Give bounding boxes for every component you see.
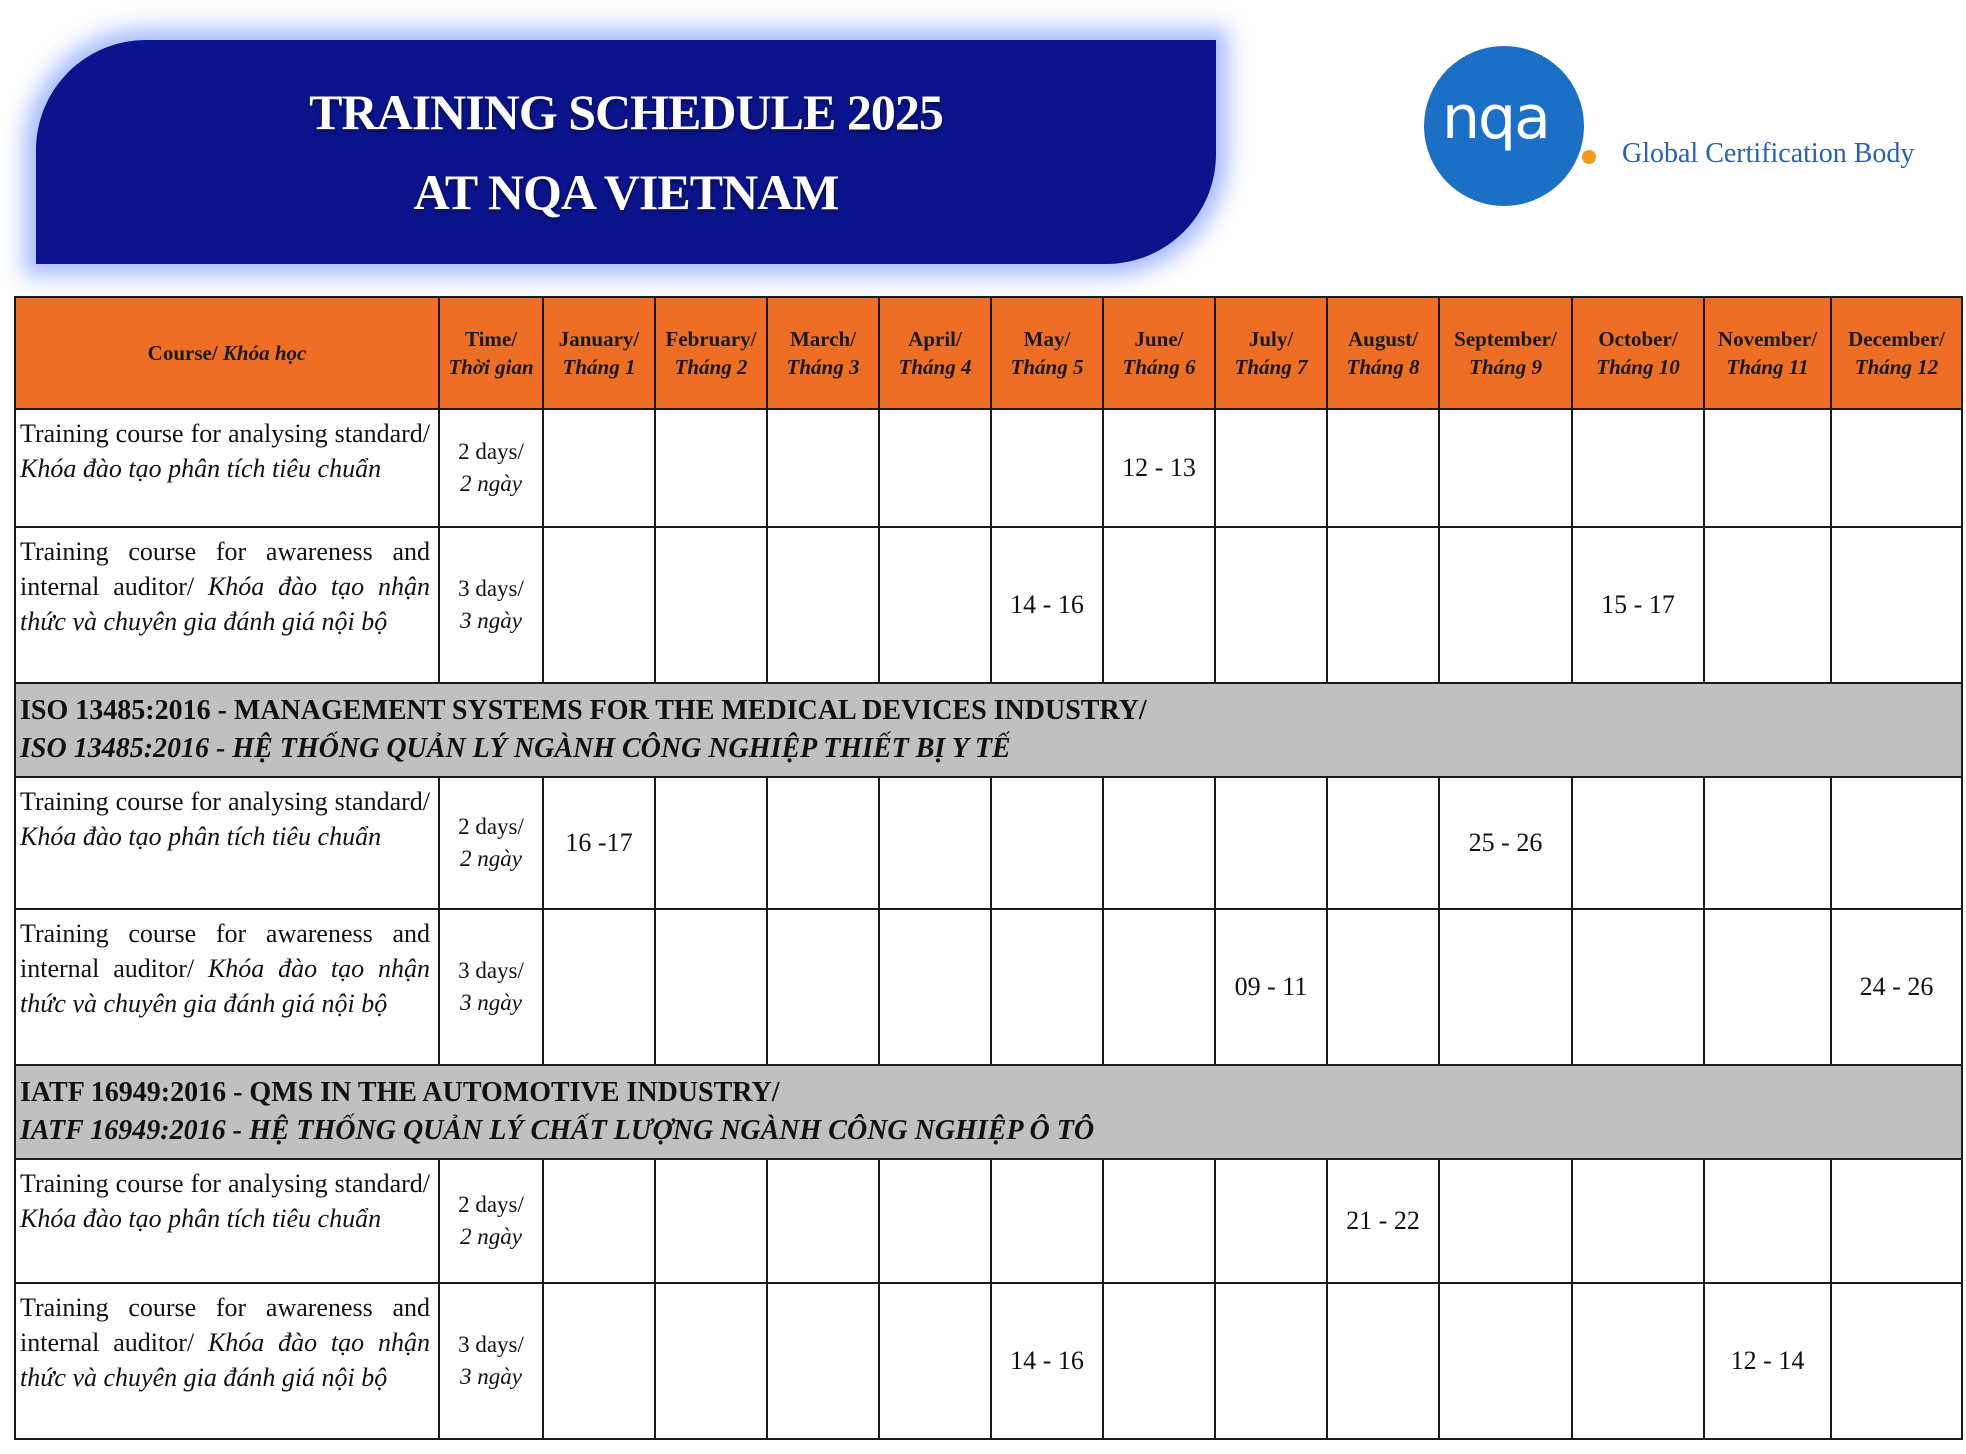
date-cell [543,1283,655,1439]
date-cell [1831,1159,1962,1283]
section-row-iatf-16949 [15,1065,1962,1159]
table-row [15,1159,1962,1283]
date-cell [879,1159,991,1283]
header-row [15,297,1962,409]
course-cell: Training course for analysing standard/ Khóa đào tạo phân tích tiêu chuẩn [15,777,439,909]
date-cell [1103,527,1215,683]
table-row [15,1283,1962,1439]
date-cell [1572,409,1704,527]
date-cell [655,409,767,527]
date-cell: 09 - 11 [1215,909,1327,1065]
month-header: August/ Tháng 8 [1327,297,1439,409]
date-cell [543,527,655,683]
date-cell: 24 - 26 [1831,909,1962,1065]
date-cell [1327,527,1439,683]
date-cell [1439,909,1572,1065]
course-cell: Training course for awareness and internal auditor/ Khóa đào tạo nhận thức và chuyên gia đánh giá nội bộ [15,1283,439,1439]
date-cell [1704,1159,1831,1283]
time-cell: 3 days/ 3 ngày [439,1283,543,1439]
date-cell: 12 - 14 [1704,1283,1831,1439]
date-cell [655,1159,767,1283]
schedule-table [14,296,1963,1440]
date-cell [1831,527,1962,683]
date-cell [1572,909,1704,1065]
date-cell [1103,909,1215,1065]
date-cell [655,527,767,683]
date-cell [1215,409,1327,527]
logo-text: nqa [1442,83,1549,153]
course-cell: Training course for analysing standard/ Khóa đào tạo phân tích tiêu chuẩn [15,409,439,527]
section-title [15,1065,1962,1159]
section-title [15,683,1962,777]
month-header: January/ Tháng 1 [543,297,655,409]
date-cell [767,909,879,1065]
month-header: September/ Tháng 9 [1439,297,1572,409]
month-header: July/ Tháng 7 [1215,297,1327,409]
date-cell [1327,409,1439,527]
time-cell: 3 days/ 3 ngày [439,527,543,683]
date-cell [991,409,1103,527]
date-cell [1215,1283,1327,1439]
month-header: April/ Tháng 4 [879,297,991,409]
date-cell: 15 - 17 [1572,527,1704,683]
nqa-logo [1424,46,1924,206]
date-cell [1439,1159,1572,1283]
section-title-vn: IATF 16949:2016 - HỆ THỐNG QUẢN LÝ CHẤT LƯỢNG NGÀNH CÔNG NGHIỆP Ô TÔ [20,1115,1095,1146]
date-cell [1439,527,1572,683]
date-cell [1704,777,1831,909]
section-title-vn: ISO 13485:2016 - HỆ THỐNG QUẢN LÝ NGÀNH CÔNG NGHIỆP THIẾT BỊ Y TẾ [20,733,1011,764]
month-header: October/ Tháng 10 [1572,297,1704,409]
date-cell [1103,777,1215,909]
date-cell [543,1159,655,1283]
date-cell [767,409,879,527]
date-cell [1327,909,1439,1065]
date-cell [1704,909,1831,1065]
course-cell: Training course for analysing standard/ Khóa đào tạo phân tích tiêu chuẩn [15,1159,439,1283]
date-cell [1439,409,1572,527]
logo-circle-icon [1424,46,1584,206]
course-cell: Training course for awareness and internal auditor/ Khóa đào tạo nhận thức và chuyên gia đánh giá nội bộ [15,909,439,1065]
table-row [15,409,1962,527]
date-cell [655,1283,767,1439]
logo-dot-icon [1582,150,1596,164]
date-cell [767,777,879,909]
date-cell [1103,1283,1215,1439]
page-title: TRAINING SCHEDULE 2025 [309,84,943,140]
page-subtitle: AT NQA VIETNAM [413,164,839,220]
table-row [15,777,1962,909]
date-cell [1572,1283,1704,1439]
date-cell [879,777,991,909]
course-cell: Training course for awareness and internal auditor/ Khóa đào tạo nhận thức và chuyên gia đánh giá nội bộ [15,527,439,683]
date-cell [1439,1283,1572,1439]
month-header: March/ Tháng 3 [767,297,879,409]
section-title-en: ISO 13485:2016 - MANAGEMENT SYSTEMS FOR THE MEDICAL DEVICES INDUSTRY/ [20,695,1147,726]
table-row [15,527,1962,683]
time-cell: 2 days/ 2 ngày [439,409,543,527]
date-cell [991,1159,1103,1283]
date-cell [655,777,767,909]
title-banner [36,40,1216,264]
time-cell: 2 days/ 2 ngày [439,777,543,909]
date-cell [1103,1159,1215,1283]
date-cell [1831,409,1962,527]
month-header: November/ Tháng 11 [1704,297,1831,409]
date-cell [1327,777,1439,909]
date-cell [543,409,655,527]
date-cell [1215,1159,1327,1283]
date-cell [1704,409,1831,527]
date-cell [1572,1159,1704,1283]
date-cell [767,527,879,683]
table-row [15,909,1962,1065]
date-cell [991,909,1103,1065]
date-cell [767,1283,879,1439]
month-header: February/ Tháng 2 [655,297,767,409]
date-cell [1215,777,1327,909]
date-cell [879,1283,991,1439]
date-cell [991,777,1103,909]
section-title-en: IATF 16949:2016 - QMS IN THE AUTOMOTIVE INDUSTRY/ [20,1077,780,1108]
date-cell [879,909,991,1065]
time-header: Time/ Thời gian [439,297,543,409]
date-cell [1704,527,1831,683]
date-cell [543,909,655,1065]
date-cell: 16 -17 [543,777,655,909]
date-cell [879,409,991,527]
date-cell [767,1159,879,1283]
month-header: June/ Tháng 6 [1103,297,1215,409]
date-cell [1831,777,1962,909]
section-row-iso-13485 [15,683,1962,777]
month-header: December/ Tháng 12 [1831,297,1962,409]
time-cell: 3 days/ 3 ngày [439,909,543,1065]
date-cell [1215,527,1327,683]
date-cell [879,527,991,683]
date-cell: 25 - 26 [1439,777,1572,909]
month-header: May/ Tháng 5 [991,297,1103,409]
date-cell: 12 - 13 [1103,409,1215,527]
date-cell [655,909,767,1065]
time-cell: 2 days/ 2 ngày [439,1159,543,1283]
date-cell [1572,777,1704,909]
course-header: Course/ Khóa học [15,297,439,409]
logo-tagline: Global Certification Body [1622,138,1915,169]
date-cell: 14 - 16 [991,1283,1103,1439]
date-cell: 14 - 16 [991,527,1103,683]
date-cell [1327,1283,1439,1439]
date-cell: 21 - 22 [1327,1159,1439,1283]
date-cell [1831,1283,1962,1439]
